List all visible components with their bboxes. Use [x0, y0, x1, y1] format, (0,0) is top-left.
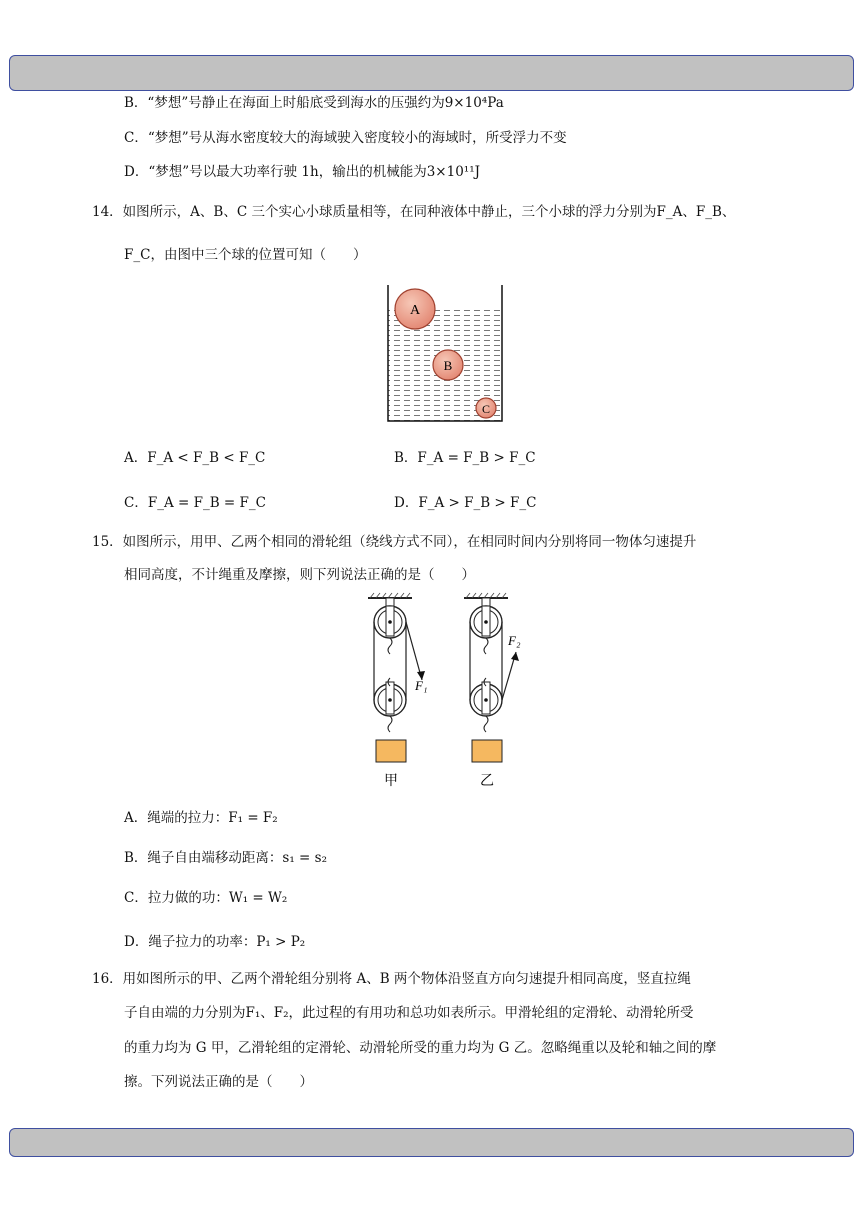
q15-option-b: B．绳子自由端移动距离：s₁ = s₂ — [124, 850, 327, 866]
q15-stem-line1: 15．如图所示，用甲、乙两个相同的滑轮组（绕线方式不同），在相同时间内分别将同一物体匀速提升 — [92, 534, 697, 550]
ball-b — [433, 350, 463, 380]
q13-option-d: D．“梦想”号以最大功率行驶 1h，输出的机械能为3×10¹¹J — [124, 164, 481, 180]
q15-option-d: D．绳子拉力的功率：P₁ > P₂ — [124, 934, 306, 950]
q15-stem-line2: 相同高度，不计绳重及摩擦，则下列说法正确的是（ ） — [124, 567, 475, 583]
footer-bar — [9, 1128, 854, 1157]
q14-stem-line2: F_C，由图中三个球的位置可知（ ） — [124, 247, 367, 263]
header-bar — [9, 55, 854, 91]
q14-option-d: D．F_A > F_B > F_C — [394, 495, 537, 511]
q14-container-diagram — [384, 283, 506, 423]
q14-stem-line1: 14．如图所示，A、B、C 三个实心小球质量相等，在同种液体中静止，三个小球的浮力分别为F_A、F_B、 — [92, 204, 736, 220]
q16-line4: 擦。下列说法正确的是（ ） — [124, 1074, 313, 1090]
q14-option-c: C．F_A = F_B = F_C — [124, 495, 266, 511]
pulley-system-jia — [368, 593, 427, 789]
ball-a-label: A — [409, 303, 421, 318]
ball-a — [395, 289, 435, 329]
q14-option-a: A．F_A < F_B < F_C — [124, 450, 266, 466]
force-label-f1: F₁ — [415, 678, 428, 693]
q13-option-b: B．“梦想”号静止在海面上时船底受到海水的压强约为9×10⁴Pa — [124, 95, 504, 111]
q15-option-c: C．拉力做的功：W₁ = W₂ — [124, 890, 288, 906]
q15-option-a: A．绳端的拉力：F₁ = F₂ — [124, 810, 278, 826]
ball-c-label: C — [481, 402, 491, 416]
force-label-f2: F₂ — [508, 633, 521, 648]
q15-pulley-diagram — [362, 590, 532, 790]
q16-line3: 的重力均为 G 甲，乙滑轮组的定滑轮、动滑轮所受的重力均为 G 乙。忽略绳重以及轮和轴之间的摩 — [124, 1040, 717, 1056]
q13-option-c: C．“梦想”号从海水密度较大的海域驶入密度较小的海域时，所受浮力不变 — [124, 130, 567, 146]
q16-line1: 16．用如图所示的甲、乙两个滑轮组分别将 A、B 两个物体沿竖直方向匀速提升相同高度，竖直拉绳 — [92, 971, 691, 987]
ball-c — [476, 398, 496, 418]
caption-yi: 乙 — [480, 774, 494, 789]
ball-b-label: B — [443, 358, 453, 373]
caption-jia: 甲 — [384, 774, 398, 789]
q16-line2: 子自由端的力分别为F₁、F₂，此过程的有用功和总功如表所示。甲滑轮组的定滑轮、动滑轮所受 — [124, 1005, 694, 1021]
q14-option-b: B．F_A = F_B > F_C — [394, 450, 536, 466]
pulley-system-yi — [464, 593, 521, 789]
